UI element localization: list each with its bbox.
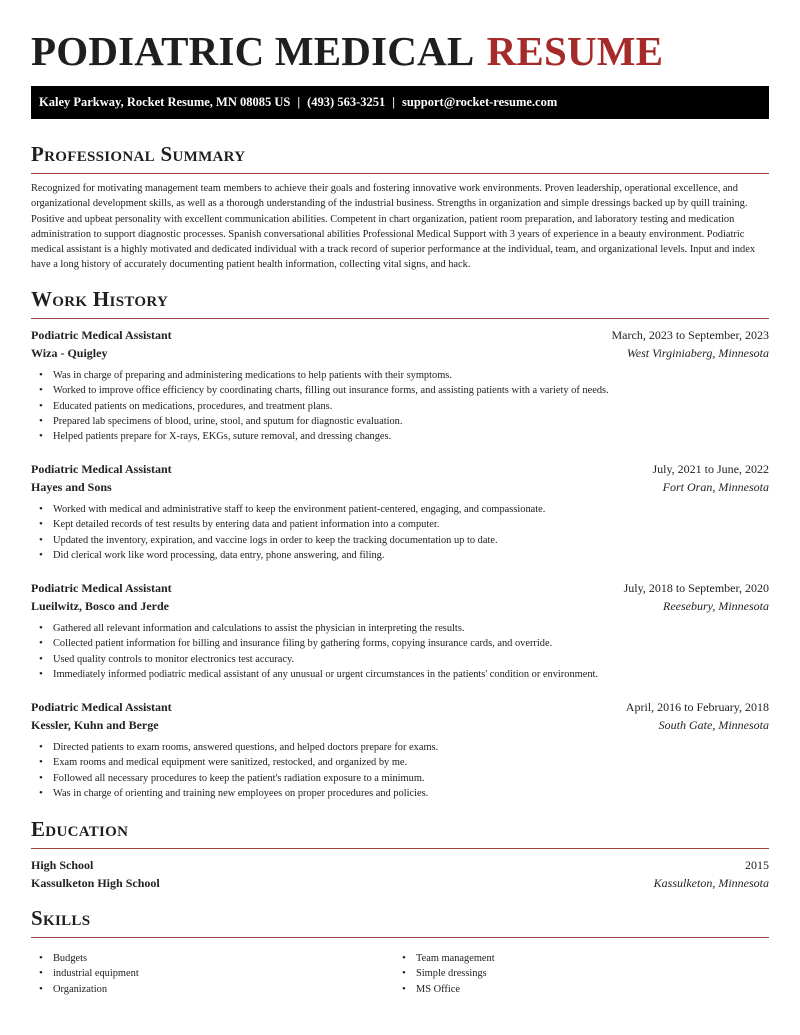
job-dates: July, 2021 to June, 2022 [652, 462, 769, 476]
job-duty: • Followed all necessary procedures to keep the patient's radiation exposure to a minimum. [31, 771, 769, 786]
job-duty: • Worked with medical and administrative staff to keep the environment patient-centered, engaging, and compassionate. [31, 502, 769, 517]
job-company: Kessler, Kuhn and Berge [31, 718, 159, 732]
job-title: Podiatric Medical Assistant [31, 581, 172, 595]
job-duties [31, 502, 769, 563]
contact-address: Kaley Parkway, Rocket Resume, MN 08085 US [39, 95, 291, 109]
job-duty: • Kept detailed records of test results by entering data and patient information into a computer. [31, 517, 769, 532]
job-duty: • Gathered all relevant information and calculations to assist the physician in interpreting the results. [31, 621, 769, 636]
skill-item: • Organization [31, 982, 394, 997]
job-duty: • Collected patient information for billing and insurance filing by gathering forms, copying insurance cards, and override. [31, 636, 769, 651]
job-duty: • Worked to improve office efficiency by coordinating charts, filling out insurance forms, and assisting patients with a variety of needs. [31, 383, 769, 398]
skills-heading: Skills [31, 905, 769, 938]
job-duty: • Immediately informed podiatric medical assistant of any unusual or urgent circumstances in the patients' condition or environment. [31, 667, 769, 682]
education-school: Kassulketon High School [31, 876, 160, 890]
contact-email[interactable]: support@rocket-resume.com [402, 95, 558, 109]
job-title: Podiatric Medical Assistant [31, 328, 172, 342]
job-location: Reesebury, Minnesota [663, 599, 769, 613]
job-duty: • Updated the inventory, expiration, and vaccine logs in order to keep the tracking documentation up to date. [31, 533, 769, 548]
job-location: West Virginiaberg, Minnesota [626, 346, 769, 360]
job-title: Podiatric Medical Assistant [31, 700, 172, 714]
job-duty: • Directed patients to exam rooms, answered questions, and helped doctors prepare for exams. [31, 740, 769, 755]
job-company: Lueilwitz, Bosco and Jerde [31, 599, 169, 613]
skills-list [31, 945, 769, 997]
skills-column [31, 951, 394, 997]
job-dates: July, 2018 to September, 2020 [623, 581, 769, 595]
contact-bar [31, 86, 769, 119]
job-duty: • Helped patients prepare for X-rays, EKGs, suture removal, and dressing changes. [31, 429, 769, 444]
education-heading: Education [31, 816, 769, 849]
contact-separator: | [297, 95, 301, 109]
job-duty: • Was in charge of orienting and training new employees on proper procedures and policies. [31, 786, 769, 801]
job-entry [31, 698, 769, 801]
education-year: 2015 [745, 858, 769, 872]
job-duty: • Did clerical work like word processing, data entry, phone answering, and filing. [31, 548, 769, 563]
contact-separator: | [392, 95, 396, 109]
job-dates: April, 2016 to February, 2018 [625, 700, 769, 714]
job-duties [31, 621, 769, 682]
job-duty: • Exam rooms and medical equipment were sanitized, restocked, and organized by me. [31, 755, 769, 770]
job-duties [31, 740, 769, 801]
job-duty: • Educated patients on medications, procedures, and treatment plans. [31, 399, 769, 414]
title-primary: PODIATRIC MEDICAL [31, 28, 473, 74]
job-duty: • Prepared lab specimens of blood, urine, stool, and sputum for diagnostic evaluation. [31, 414, 769, 429]
resume-title [31, 28, 663, 74]
job-entry [31, 460, 769, 563]
work-history-heading: Work History [31, 286, 769, 319]
job-duty: • Used quality controls to monitor electronics test accuracy. [31, 652, 769, 667]
skill-item: • industrial equipment [31, 966, 394, 981]
skills-column [394, 951, 757, 997]
skill-item: • Team management [394, 951, 757, 966]
job-location: Fort Oran, Minnesota [662, 480, 769, 494]
job-duty: • Was in charge of preparing and administering medications to help patients with their symptoms. [31, 368, 769, 383]
title-accent: RESUME [486, 28, 664, 74]
job-company: Hayes and Sons [31, 480, 112, 494]
job-entry [31, 326, 769, 444]
job-company: Wiza - Quigley [31, 346, 108, 360]
education-degree: High School [31, 858, 94, 872]
job-duties [31, 368, 769, 444]
job-entry [31, 579, 769, 682]
job-title: Podiatric Medical Assistant [31, 462, 172, 476]
skill-item: • MS Office [394, 982, 757, 997]
skill-item: • Simple dressings [394, 966, 757, 981]
contact-phone: (493) 563-3251 [307, 95, 386, 109]
summary-heading: Professional Summary [31, 141, 769, 174]
education-entry [31, 856, 769, 892]
job-dates: March, 2023 to September, 2023 [611, 328, 769, 342]
skill-item: • Budgets [31, 951, 394, 966]
summary-text: Recognized for motivating management team members to achieve their goals and fostering innovative work environments. Proven leadership, operational excellence, and organizational development skills, as well as a thorough understanding of the industrial business. Strengths in organization and simple dressings backed up by quill training. Positive and upbeat personality with excellent communication abilities. Competent in chart organization, patient room preparation, and laboratory testing and medication administration to support diagnostic processes. Spanish conversational abilities Professional Medical Support with 3 years of experience in a beauty environment. Podiatric medical assistant is a highly motivated and dedicated individual with a track record of superior performance at the individual, team, and organizational levels. Input and index have a long history of accurately documenting patient health information, collecting vital signs, and hack. [31, 183, 756, 271]
job-location: South Gate, Minnesota [658, 718, 769, 732]
education-location: Kassulketon, Minnesota [653, 876, 769, 890]
